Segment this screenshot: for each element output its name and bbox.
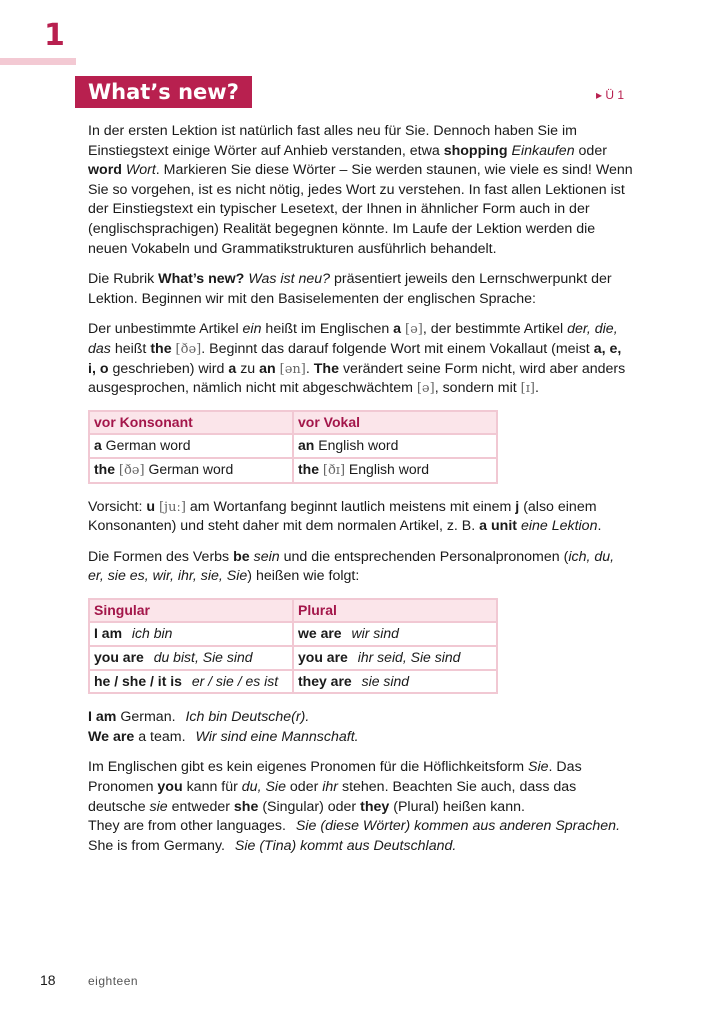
table-cell: we are wir sind	[293, 622, 497, 646]
example-sentence: I am German. Ich bin Deutsche(r).	[88, 709, 310, 726]
table-row	[89, 670, 497, 694]
whats-new-paragraph: Die Rubrik What’s new? Was ist neu? präsentiert jeweils den Lernschwerpunkt der Lektion. Beginnen wir mit den Basiselementen der englischen Sprache:	[88, 271, 612, 307]
table-cell: he / she / it is er / sie / es ist	[89, 670, 293, 694]
table-header-cell: vor Vokal	[293, 411, 497, 435]
verb-be-paragraph: Die Formen des Verbs be sein und die entsprechenden Personalpronomen (ich, du, er, sie es, wir, ihr, sie, Sie) heißen wie folgt:	[88, 548, 615, 585]
example-sentence: They are from other languages. Sie (diese Wörter) kommen aus anderen Sprachen.	[88, 818, 621, 835]
table-cell: I am ich bin	[89, 622, 293, 646]
politeness-paragraph: Im Englischen gibt es kein eigenes Pronomen für die Höflichkeitsform Sie. Das Pronomen you kann für du, Sie oder ihr stehen. Beachten Sie auch, dass das deutsche sie entweder she (Singular) oder they (Plural) heißen kann.	[88, 759, 582, 815]
table-row	[89, 646, 497, 670]
chapter-rule	[0, 58, 76, 65]
table-cell: an English word	[293, 434, 497, 458]
pronoun-table	[88, 598, 498, 694]
caution-paragraph: Vorsicht: u [juː] am Wortanfang beginnt lautlich meistens mit einem j (also einem Konsonanten) und steht daher mit dem normalen Artikel, z. B. a unit eine Lektion.	[88, 498, 602, 535]
chapter-number: 1	[44, 18, 65, 53]
section-title: What’s new?	[75, 76, 252, 108]
table-header-row	[89, 599, 497, 623]
table-row	[89, 622, 497, 646]
table-cell: the [ðə] German word	[89, 458, 293, 483]
table-header-cell: vor Konsonant	[89, 411, 293, 435]
table-header-cell: Singular	[89, 599, 293, 623]
table-header-row	[89, 411, 497, 435]
table-cell: you are du bist, Sie sind	[89, 646, 293, 670]
example-sentence: We are a team. Wir sind eine Mannschaft.	[88, 728, 359, 745]
table-row	[89, 434, 497, 458]
intro-paragraph: In der ersten Lektion ist natürlich fast alles neu für Sie. Dennoch haben Sie im Einstiegstext einige Wörter auf Anhieb verstanden, etwa shopping Einkaufen oder word Wort. Markieren Sie diese Wörter – Sie werden staunen, wie viele es sind! Wenn Sie so vorgehen, ist es nicht nötig, jedes Wort zu verstehen. In fast allen Lektionen ist der Einstiegstext ein typischer Lesetext, der Ihnen in ähnlicher Form auch in der (englischsprachigen) Realität begegnen könnte. Im Laufe der Lektion werden die neuen Vokabeln und Grammatikstrukturen ausführlich behandelt.	[88, 123, 633, 257]
articles-table	[88, 410, 498, 484]
page-number-word: eighteen	[88, 974, 139, 988]
table-cell: they are sie sind	[293, 670, 497, 694]
table-row	[89, 458, 497, 483]
exercise-reference-link[interactable]: ▸ Ü 1	[595, 88, 624, 102]
page-number: 18	[40, 972, 56, 988]
table-cell: a German word	[89, 434, 293, 458]
table-cell: the [ðɪ] English word	[293, 458, 497, 483]
table-cell: you are ihr seid, Sie sind	[293, 646, 497, 670]
articles-paragraph: Der unbestimmte Artikel ein heißt im Englischen a [ə], der bestimmte Artikel der, die, das heißt the [ðə]. Beginnt das darauf folgende Wort mit einem Vokallaut (meist a, e, i, o geschrieben) wird a zu an [ən]. The verändert seine Form nicht, wird aber anders ausgesprochen, nämlich nicht mit abgeschwächtem [ə], sondern mit [ɪ].	[88, 321, 626, 397]
content-body	[88, 122, 633, 856]
example-sentence: She is from Germany. Sie (Tina) kommt aus Deutschland.	[88, 837, 457, 854]
table-header-cell: Plural	[293, 599, 497, 623]
